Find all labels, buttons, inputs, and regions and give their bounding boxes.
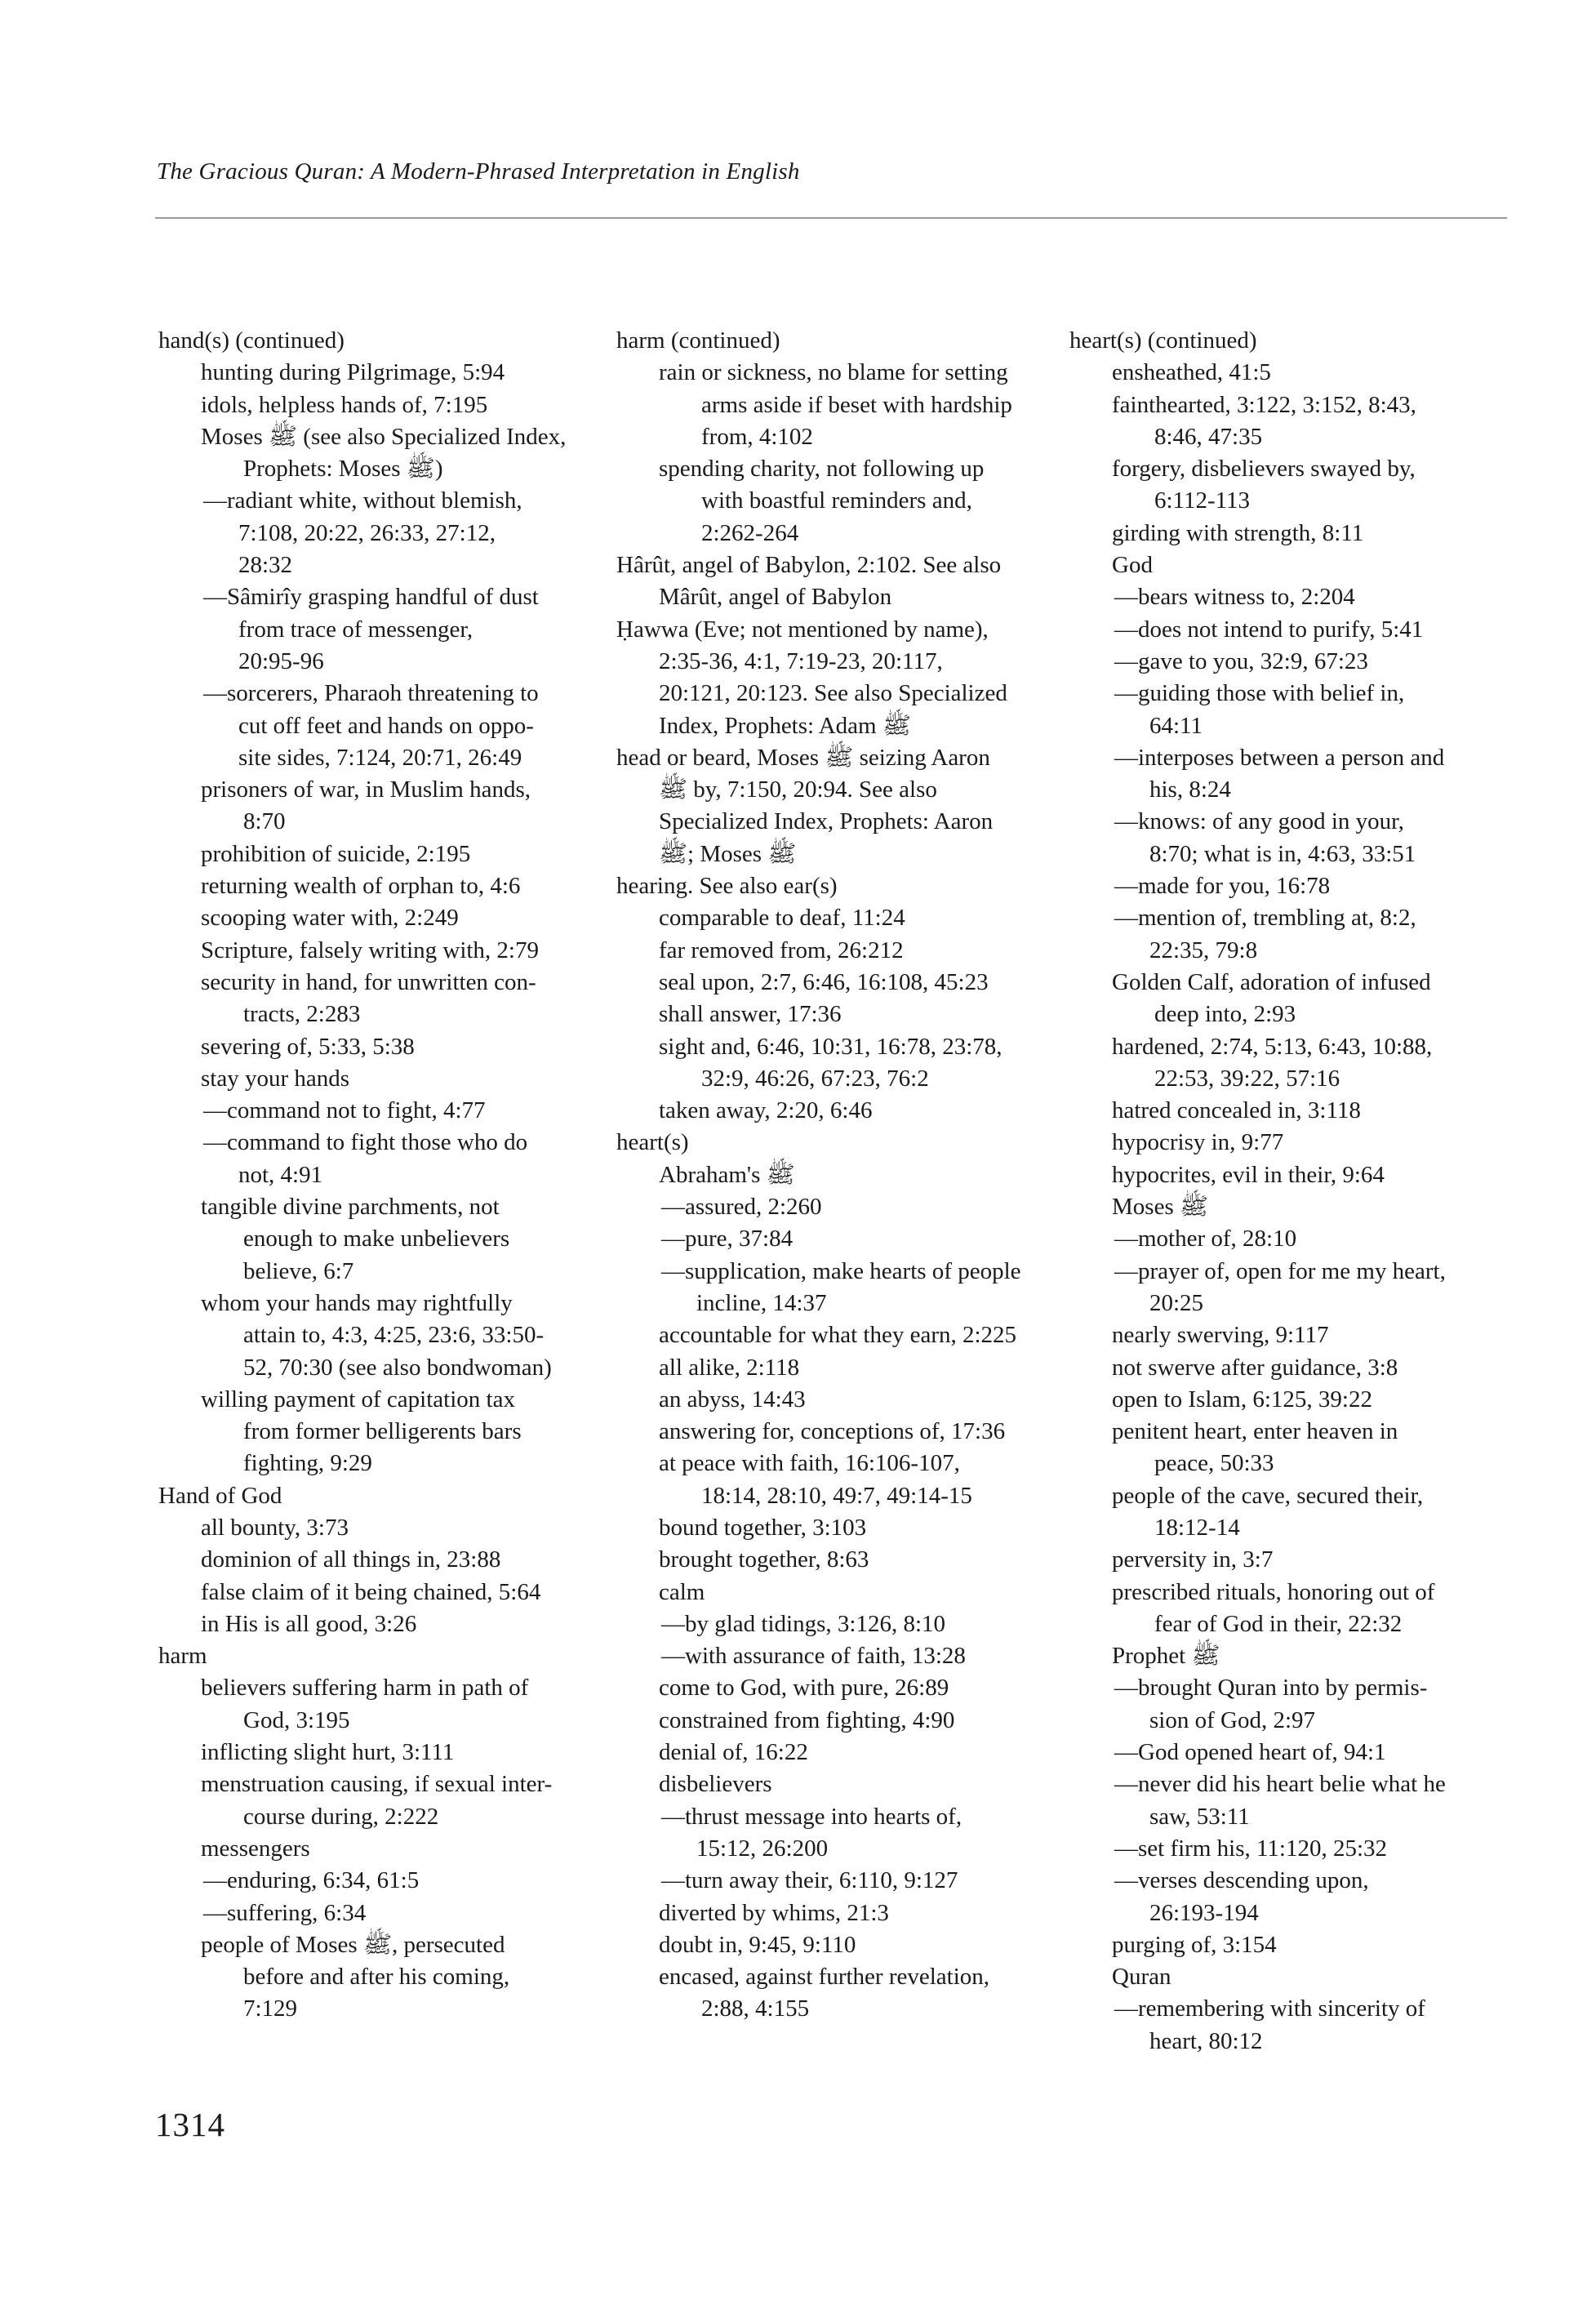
index-subentry: bound together, 3:103	[659, 1514, 867, 1541]
index-subentry-continuation: course during, 2:222	[243, 1803, 439, 1830]
index-subentry: accountable for what they earn, 2:225	[659, 1322, 1017, 1349]
index-subentry-continuation: 6:112-113	[1154, 487, 1251, 514]
index-subentry-continuation: God, 3:195	[243, 1706, 350, 1733]
index-subentry-continuation: from, 4:102	[701, 423, 813, 450]
index-subsubentry: —does not intend to purify, 5:41	[1114, 616, 1424, 643]
index-subentry: taken away, 2:20, 6:46	[659, 1097, 873, 1124]
index-subentry-continuation: 7:129	[243, 1995, 298, 2022]
index-subentry: returning wealth of orphan to, 4:6	[201, 873, 521, 900]
index-subsubentry-continuation: cut off feet and hands on oppo-	[238, 712, 534, 739]
index-subsubentry-continuation: 20:95-96	[238, 647, 324, 674]
index-subentry: forgery, disbelievers swayed by,	[1112, 456, 1416, 483]
index-subentry: at peace with faith, 16:106-107,	[659, 1450, 960, 1477]
index-subentry: hypocrisy in, 9:77	[1112, 1129, 1284, 1156]
index-subentry: fainthearted, 3:122, 3:152, 8:43,	[1112, 391, 1416, 418]
index-subsubentry: —knows: of any good in your,	[1114, 808, 1404, 835]
index-subentry: sight and, 6:46, 10:31, 16:78, 23:78,	[659, 1033, 1003, 1060]
index-subsubentry-continuation: saw, 53:11	[1149, 1803, 1250, 1830]
index-heading: hand(s) (continued)	[158, 327, 345, 354]
index-subsubentry-continuation: sion of God, 2:97	[1149, 1706, 1315, 1733]
index-subentry: Moses ﷺ (see also Specialized Index,	[201, 423, 567, 450]
index-subsubentry: —thrust message into hearts of,	[661, 1803, 962, 1830]
index-heading: harm (continued)	[616, 327, 780, 354]
index-subentry-continuation: enough to make unbelievers	[243, 1226, 510, 1252]
index-subsubentry: —God opened heart of, 94:1	[1114, 1739, 1386, 1766]
index-subentry-continuation: 52, 70:30 (see also bondwoman)	[243, 1354, 552, 1381]
index-subentry-continuation: arms aside if beset with hardship	[701, 391, 1012, 418]
index-subsubentry: —Sâmirîy grasping handful of dust	[203, 584, 539, 611]
index-subentry: Abraham's ﷺ	[659, 1161, 795, 1188]
index-subentry: prescribed rituals, honoring out of	[1112, 1578, 1435, 1605]
index-subentry: not swerve after guidance, 3:8	[1112, 1354, 1398, 1381]
index-subentry: rain or sickness, no blame for setting	[659, 359, 1008, 386]
index-subsubentry-continuation: 22:35, 79:8	[1149, 937, 1258, 963]
index-subentry: Quran	[1112, 1964, 1171, 1991]
index-subentry: hunting during Pilgrimage, 5:94	[201, 359, 505, 386]
index-subentry: an abyss, 14:43	[659, 1386, 806, 1413]
index-subsubentry-continuation: heart, 80:12	[1149, 2027, 1263, 2054]
index-subentry: messengers	[201, 1835, 310, 1862]
index-subsubentry-continuation: 64:11	[1149, 712, 1203, 739]
index-subsubentry: —brought Quran into by permis-	[1114, 1675, 1428, 1702]
index-subentry: 2:35-36, 4:1, 7:19-23, 20:117,	[659, 647, 943, 674]
index-subentry: Index, Prophets: Adam ﷺ	[659, 712, 911, 739]
index-heading: heart(s)	[616, 1129, 689, 1156]
index-subentry: inflicting slight hurt, 3:111	[201, 1739, 455, 1766]
index-subsubentry: —guiding those with belief in,	[1114, 680, 1405, 707]
index-subentry: God	[1112, 552, 1153, 579]
index-subsubentry-continuation: site sides, 7:124, 20:71, 26:49	[238, 744, 522, 771]
index-subentry: shall answer, 17:36	[659, 1001, 842, 1028]
index-subentry-continuation: 2:262-264	[701, 519, 799, 546]
index-subentry: purging of, 3:154	[1112, 1931, 1277, 1958]
index-subentry-continuation: believe, 6:7	[243, 1257, 354, 1284]
index-subsubentry-continuation: from trace of messenger,	[238, 616, 473, 643]
index-heading: hearing. See also ear(s)	[616, 873, 838, 900]
index-subentry: constrained from fighting, 4:90	[659, 1706, 955, 1733]
index-subsubentry: —command to fight those who do	[203, 1129, 528, 1156]
index-subentry-continuation: peace, 50:33	[1154, 1450, 1274, 1477]
index-column-2	[616, 325, 1074, 2026]
index-subentry: 20:121, 20:123. See also Specialized	[659, 680, 1007, 707]
index-subentry: security in hand, for unwritten con-	[201, 968, 536, 995]
index-subentry: all alike, 2:118	[659, 1354, 800, 1381]
index-subsubentry: —set firm his, 11:120, 25:32	[1114, 1835, 1388, 1862]
index-subsubentry: —bears witness to, 2:204	[1114, 584, 1355, 611]
index-subentry: penitent heart, enter heaven in	[1112, 1418, 1398, 1445]
index-subentry: whom your hands may rightfully	[201, 1289, 513, 1316]
index-subentry: willing payment of capitation tax	[201, 1386, 515, 1413]
index-subentry: prisoners of war, in Muslim hands,	[201, 776, 531, 803]
index-subsubentry-continuation: not, 4:91	[238, 1161, 323, 1188]
index-subentry: hatred concealed in, 3:118	[1112, 1097, 1361, 1124]
index-subsubentry: —pure, 37:84	[661, 1226, 794, 1252]
index-subentry: Moses ﷺ	[1112, 1194, 1209, 1221]
page-number: 1314	[155, 2106, 225, 2143]
index-subsubentry: —radiant white, without blemish,	[203, 487, 522, 514]
index-subentry: prohibition of suicide, 2:195	[201, 840, 471, 867]
index-subentry: seal upon, 2:7, 6:46, 16:108, 45:23	[659, 968, 989, 995]
index-subsubentry: —interposes between a person and	[1114, 744, 1445, 771]
index-subentry: ﷺ; Moses ﷺ	[659, 840, 797, 867]
index-subentry-continuation: 18:14, 28:10, 49:7, 49:14-15	[701, 1482, 972, 1509]
index-subentry-continuation: 22:53, 39:22, 57:16	[1154, 1065, 1340, 1092]
index-subsubentry-continuation: 8:70; what is in, 4:63, 33:51	[1149, 840, 1416, 867]
index-subsubentry-continuation: 15:12, 26:200	[696, 1835, 829, 1862]
index-subsubentry: —remembering with sincerity of	[1114, 1995, 1425, 2022]
index-subentry: false claim of it being chained, 5:64	[201, 1578, 541, 1605]
index-subentry: far removed from, 26:212	[659, 937, 904, 963]
index-subentry: doubt in, 9:45, 9:110	[659, 1931, 856, 1958]
index-subsubentry: —turn away their, 6:110, 9:127	[661, 1867, 958, 1894]
index-subsubentry: —with assurance of faith, 13:28	[661, 1643, 966, 1670]
index-subsubentry-continuation: 26:193-194	[1149, 1899, 1259, 1926]
index-subentry-continuation: 2:88, 4:155	[701, 1995, 810, 2022]
index-subentry-continuation: tracts, 2:283	[243, 1001, 361, 1028]
index-subentry: Prophet ﷺ	[1112, 1643, 1220, 1670]
index-subsubentry: —by glad tidings, 3:126, 8:10	[661, 1610, 945, 1637]
index-subsubentry: —suffering, 6:34	[203, 1899, 367, 1926]
index-subsubentry: —mention of, trembling at, 8:2,	[1114, 905, 1416, 932]
index-subentry: diverted by whims, 21:3	[659, 1899, 889, 1926]
index-subsubentry: —gave to you, 32:9, 67:23	[1114, 647, 1368, 674]
index-subentry: ensheathed, 41:5	[1112, 359, 1271, 386]
index-subsubentry: —made for you, 16:78	[1114, 873, 1331, 900]
index-subsubentry: —verses descending upon,	[1114, 1867, 1369, 1894]
index-subentry-continuation: Prophets: Moses ﷺ)	[243, 456, 443, 483]
index-subsubentry: —command not to fight, 4:77	[203, 1097, 486, 1124]
index-subentry-continuation: 18:12-14	[1154, 1514, 1240, 1541]
index-subentry: stay your hands	[201, 1065, 350, 1092]
index-subsubentry-continuation: 28:32	[238, 552, 293, 579]
index-subentry-continuation: 32:9, 46:26, 67:23, 76:2	[701, 1065, 929, 1092]
index-subentry: Mârût, angel of Babylon	[659, 584, 892, 611]
index-heading: Hârût, angel of Babylon, 2:102. See also	[616, 552, 1002, 579]
index-subentry: denial of, 16:22	[659, 1739, 808, 1766]
index-subentry-continuation: from former belligerents bars	[243, 1418, 522, 1445]
index-subsubentry: —mother of, 28:10	[1114, 1226, 1297, 1252]
running-head: The Gracious Quran: A Modern-Phrased Interpretation in English	[157, 158, 800, 185]
index-subentry: in His is all good, 3:26	[201, 1610, 417, 1637]
index-subsubentry: —sorcerers, Pharaoh threatening to	[203, 680, 539, 707]
index-subsubentry: —assured, 2:260	[661, 1194, 822, 1221]
index-column-3	[1069, 325, 1527, 2058]
index-subsubentry-continuation: his, 8:24	[1149, 776, 1231, 803]
index-subentry: dominion of all things in, 23:88	[201, 1546, 501, 1573]
index-subentry: comparable to deaf, 11:24	[659, 905, 905, 932]
index-subentry: menstruation causing, if sexual inter-	[201, 1771, 553, 1798]
index-subentry-continuation: 8:46, 47:35	[1154, 423, 1263, 450]
index-subentry-continuation: before and after his coming,	[243, 1964, 510, 1991]
index-subentry: open to Islam, 6:125, 39:22	[1112, 1386, 1372, 1413]
index-subentry: disbelievers	[659, 1771, 772, 1798]
index-subentry: people of the cave, secured their,	[1112, 1482, 1424, 1509]
index-subsubentry: —never did his heart belie what he	[1114, 1771, 1446, 1798]
index-column-1	[158, 325, 616, 2026]
header-rule	[155, 217, 1507, 219]
index-subentry: nearly swerving, 9:117	[1112, 1322, 1329, 1349]
index-subentry: hardened, 2:74, 5:13, 6:43, 10:88,	[1112, 1033, 1433, 1060]
index-subsubentry: —supplication, make hearts of people	[661, 1257, 1021, 1284]
index-subentry: idols, helpless hands of, 7:195	[201, 391, 488, 418]
index-subentry: hypocrites, evil in their, 9:64	[1112, 1161, 1385, 1188]
index-subentry-continuation: attain to, 4:3, 4:25, 23:6, 33:50-	[243, 1322, 545, 1349]
index-subsubentry-continuation: 20:25	[1149, 1289, 1204, 1316]
index-subentry-continuation: fear of God in their, 22:32	[1154, 1610, 1403, 1637]
index-subentry: Specialized Index, Prophets: Aaron	[659, 808, 994, 835]
index-subentry: encased, against further revelation,	[659, 1964, 990, 1991]
index-subentry-continuation: fighting, 9:29	[243, 1450, 372, 1477]
index-subentry: perversity in, 3:7	[1112, 1546, 1274, 1573]
index-subentry: answering for, conceptions of, 17:36	[659, 1418, 1006, 1445]
index-subentry: believers suffering harm in path of	[201, 1675, 529, 1702]
index-heading: Ḥawwa (Eve; not mentioned by name),	[616, 616, 989, 643]
index-subentry: brought together, 8:63	[659, 1546, 869, 1573]
index-subsubentry: —enduring, 6:34, 61:5	[203, 1867, 420, 1894]
index-subentry: girding with strength, 8:11	[1112, 519, 1364, 546]
index-subsubentry: —prayer of, open for me my heart,	[1114, 1257, 1446, 1284]
index-subentry: Golden Calf, adoration of infused	[1112, 968, 1431, 995]
index-subentry: come to God, with pure, 26:89	[659, 1675, 949, 1702]
index-subentry-continuation: with boastful reminders and,	[701, 487, 972, 514]
index-heading: harm	[158, 1643, 207, 1670]
index-subentry: ﷺ by, 7:150, 20:94. See also	[659, 776, 937, 803]
index-heading: head or beard, Moses ﷺ seizing Aaron	[616, 744, 990, 771]
index-subentry: all bounty, 3:73	[201, 1514, 349, 1541]
index-subentry: severing of, 5:33, 5:38	[201, 1033, 415, 1060]
index-heading: heart(s) (continued)	[1069, 327, 1257, 354]
index-subentry: Scripture, falsely writing with, 2:79	[201, 937, 539, 963]
index-subentry-continuation: deep into, 2:93	[1154, 1001, 1296, 1028]
index-heading: Hand of God	[158, 1482, 282, 1509]
index-subentry: scooping water with, 2:249	[201, 905, 459, 932]
index-subsubentry-continuation: 7:108, 20:22, 26:33, 27:12,	[238, 519, 496, 546]
index-subsubentry-continuation: incline, 14:37	[696, 1289, 827, 1316]
index-subentry: spending charity, not following up	[659, 456, 985, 483]
index-subentry: people of Moses ﷺ, persecuted	[201, 1931, 505, 1958]
index-subentry: tangible divine parchments, not	[201, 1194, 500, 1221]
index-subentry: calm	[659, 1578, 705, 1605]
index-subentry-continuation: 8:70	[243, 808, 286, 835]
